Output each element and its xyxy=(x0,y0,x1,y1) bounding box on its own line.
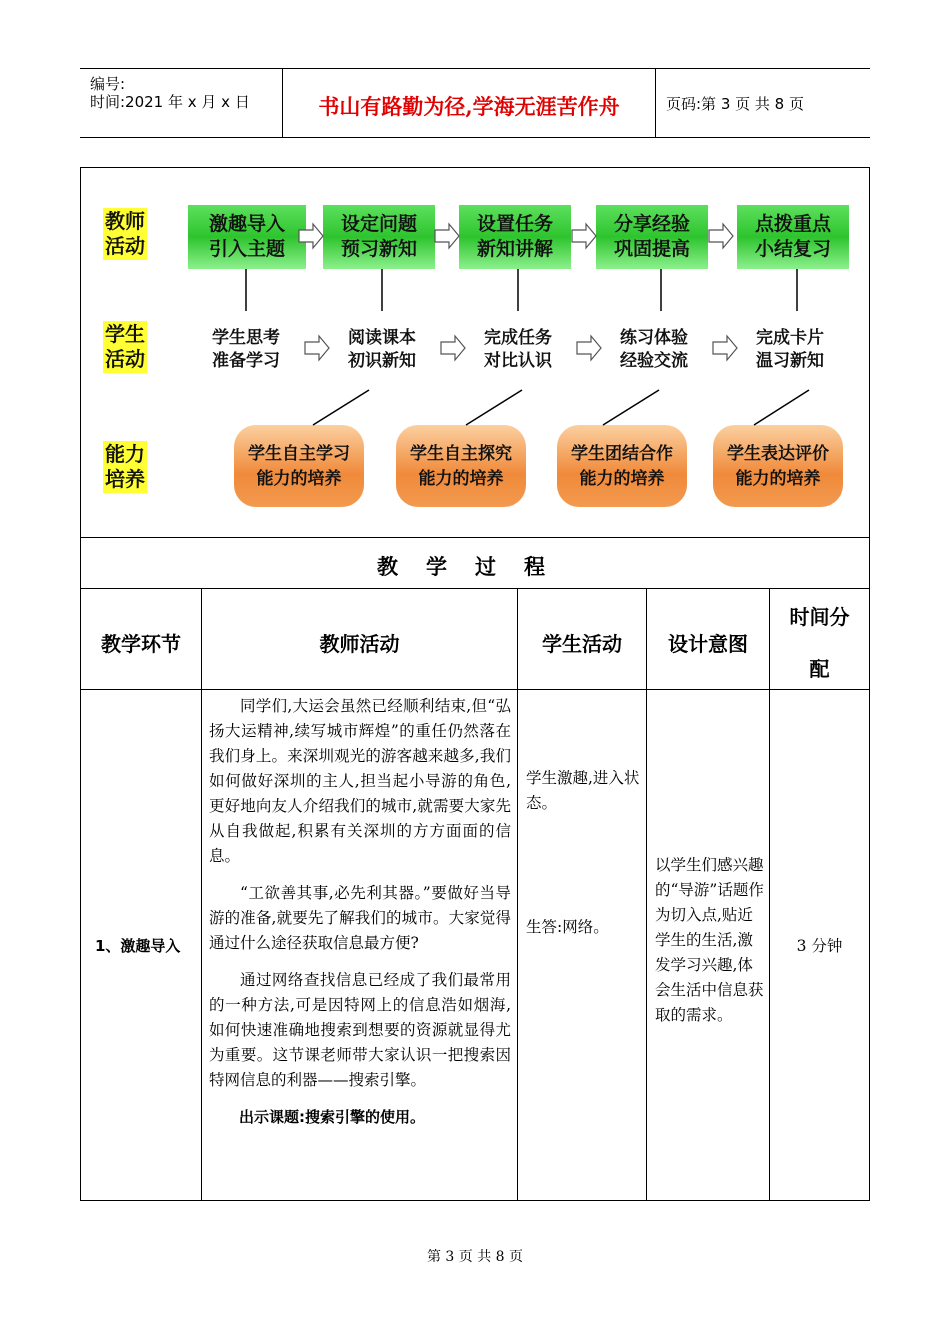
teacher-paragraph-title: 出示课题:搜索引擎的使用。 xyxy=(239,1108,425,1126)
student-step-3-text: 完成任务 对比认识 xyxy=(484,328,552,371)
col-header-intent: 设计意图 xyxy=(668,632,748,656)
row-label-student-text: 学生 活动 xyxy=(105,322,145,371)
ability-box-3-text: 学生团结合作 能力的培养 xyxy=(571,444,673,489)
doc-number: 编号: xyxy=(90,75,126,93)
teacher-paragraph-1: 同学们,大运会虽然已经顺利结束,但“弘扬大运精神,续写城市辉煌”的重任仍然落在我们身上。来深圳观光的游客越来越多,我们如何做好深圳的主人,担当起小导游的角色,更好地向友人介绍我们的城市,就需要大家先从自我做起,积累有关深圳的方方面面的信息。 xyxy=(209,697,511,865)
row-label-ability-text: 能力 培养 xyxy=(105,442,145,491)
row1-time: 3 分钟 xyxy=(796,937,843,955)
teacher-step-1-text: 激趣导入 引入主题 xyxy=(208,213,285,260)
row-label-teacher-text: 教师 活动 xyxy=(105,209,145,258)
header-motto-cell xyxy=(283,69,656,137)
process-title: 教学过程 xyxy=(377,554,573,579)
student-step-4-text: 练习体验 经验交流 xyxy=(620,328,688,371)
page-header xyxy=(80,68,870,138)
row1-student-response-1: 学生激趣,进入状态。 xyxy=(526,769,640,812)
ability-box-4-text: 学生表达评价 能力的培养 xyxy=(727,444,829,489)
teacher-paragraph-3: 通过网络查找信息已经成了我们最常用的一种方法,可是因特网上的信息浩如烟海,如何快速准确地搜索到想要的资源就显得尤为重要。这节课老师带大家认识一把搜索因特网信息的利器——搜索引擎。 xyxy=(209,971,511,1089)
col-header-stage: 教学环节 xyxy=(101,632,181,656)
col-header-teacher: 教师活动 xyxy=(319,632,400,656)
student-step-5-text: 完成卡片 温习新知 xyxy=(756,328,824,371)
student-step-2-text: 阅读课本 初识新知 xyxy=(348,328,416,371)
col-header-time xyxy=(770,604,869,682)
teacher-step-2-text: 设定问题 预习新知 xyxy=(340,213,417,260)
diagram-connectors xyxy=(81,168,869,536)
teacher-step-4-text: 分享经验 巩固提高 xyxy=(613,213,690,260)
teacher-step-5-text: 点拨重点 小结复习 xyxy=(754,213,831,260)
lesson-table xyxy=(80,167,870,1201)
col-header-time-text: 时间分 配 xyxy=(789,605,850,681)
motto: 书山有路勤为径,学海无涯苦作舟 xyxy=(318,94,620,119)
page-footer: 第 3 页 共 8 页 xyxy=(426,1249,524,1265)
teacher-step-3-text: 设置任务 新知讲解 xyxy=(476,213,553,260)
row1-design-intent: 以学生们感兴趣的“导游”话题作为切入点,贴近学生的生活,激发学习兴趣,体会生活中信息获取的需求。 xyxy=(655,856,764,1024)
student-step-1-text: 学生思考 准备学习 xyxy=(212,328,280,371)
ability-box-2-text: 学生自主探究 能力的培养 xyxy=(410,444,512,489)
ability-box-1-text: 学生自主学习 能力的培养 xyxy=(248,444,350,489)
header-page-cell xyxy=(656,69,870,137)
page-number: 页码:第 3 页 共 8 页 xyxy=(666,95,804,113)
doc-time: 时间:2021 年 x 月 x 日 xyxy=(90,93,250,111)
row1-stage: 1、激趣导入 xyxy=(95,937,181,955)
row1-teacher-activity xyxy=(209,694,511,1130)
teacher-paragraph-2: “工欲善其事,必先利其器。”要做好当导游的准备,就要先了解我们的城市。大家觉得通过什么途径获取信息最方便? xyxy=(209,884,511,952)
col-header-student: 学生活动 xyxy=(542,632,622,656)
header-info-cell xyxy=(80,69,283,137)
row1-student-response-2: 生答:网络。 xyxy=(526,918,609,936)
